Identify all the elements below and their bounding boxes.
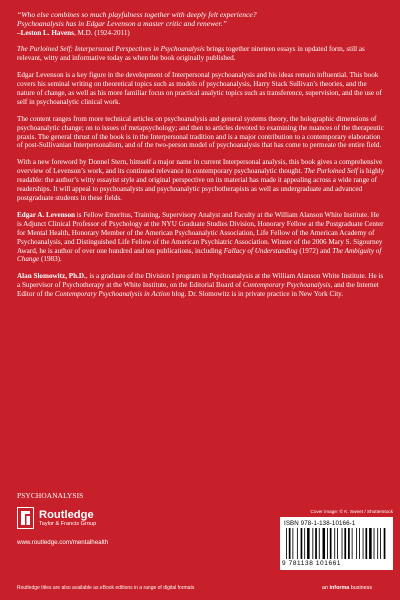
cover-image-credit: Cover image: © K. Sweet / Shutterstock bbox=[310, 509, 393, 514]
barcode-bar bbox=[380, 528, 381, 559]
barcode-bar bbox=[356, 528, 357, 559]
author-bio-levenson bbox=[17, 211, 385, 264]
description-paragraph-3: The content ranges from more technical articles on psychoanalysis and general systems theory, the holographic dimensions of psychoanalytic change; on to issues of metapsychology; and then to articles devoted to examining the nuances of the therapeutic praxis. The general thrust of the book is in the Interpersonal tradition and is a major contribution to a contemporary elaboration of post-Sullivanian Interpersonalism, and of the two-person model of psychoanalysis that has come to permeate the entire field. bbox=[17, 114, 384, 150]
barcode-bar bbox=[312, 528, 313, 559]
description-paragraph-4 bbox=[17, 158, 385, 203]
bio2-text-a: , is a graduate of the Division I program in Psychoanalysis at the William Alanson White Institute. He is a Supervisor of Psychotherapy at the White Institute, on the Editorial Board of bbox=[17, 272, 384, 290]
barcode-bar bbox=[292, 528, 293, 559]
bio2-text-c: blog. Dr. Slomowitz is in private practice in New York City. bbox=[170, 290, 344, 299]
barcode-bar bbox=[365, 528, 367, 559]
informa-business-label bbox=[322, 585, 372, 591]
bio1-text-a: is Fellow Emeritus, Training, Supervisory Analyst and Faculty at the William Alanson White Institute. He is Adjunct Clinical Professor of Psychology at the NYU Graduate Studies Division, Honorary Fellow at the Postgraduate Center for Mental Health, Honorary Member of the American Psychoanalytic Association, Life Fellow of the American Academy of Psychoanalysis, and Distinguished Life Fellow of the American Psychiatric Association. Winner of the 2006 Mary S. Sigourney Award, he is author of over one hundred and ten publications, including bbox=[17, 210, 384, 255]
barcode-bar bbox=[297, 528, 298, 559]
quote-line-1: “Who else combines so much playfulness together with deeply felt experience? bbox=[17, 10, 257, 19]
paragraph-4-text-b: is highly readable: the author’s witty essayist style and original perspective on its material has made it appealing across a wide range of readerships. It will appeal to psychoanalysts and psychoanalytic psychotherapists as well as undergraduate and advanced postgraduate students in these fields. bbox=[17, 167, 385, 202]
ebook-note: Routledge titles are also available as eBook editions in a range of digital formats bbox=[17, 585, 195, 591]
informa-suffix: business bbox=[349, 585, 373, 591]
barcode-bar bbox=[369, 528, 372, 559]
isbn-label: ISBN 978-1-138-10166-1 bbox=[284, 520, 356, 527]
subject-category: PSYCHOANALYSIS bbox=[17, 491, 84, 500]
barcode-bar bbox=[352, 528, 353, 559]
attribution-credentials: , M.D. (1924-2011) bbox=[73, 29, 130, 38]
barcode-bar bbox=[301, 528, 303, 559]
barcode-bar bbox=[377, 528, 378, 559]
bio1-text-c: (1983). bbox=[39, 255, 62, 264]
cover-text-block bbox=[17, 10, 385, 299]
description-paragraph-2: Edgar Levenson is a key figure in the development of Interpersonal psychoanalysis and his ideas remain influential. This book covers his seminal writing on theoretical topics such as models of psychoanalysis, Harry Stack Sullivan’s theories, and the nature of change, as well as his more familiar focus on practical analytic topics such as transference, supervision, and the use of self in psychoanalytic clinical work. bbox=[17, 71, 382, 106]
quote-attribution bbox=[17, 29, 385, 38]
bio2-text-b: , and the Internet Editor of the bbox=[17, 281, 379, 299]
publisher-tagline: Taylor & Francis Group bbox=[39, 520, 97, 527]
barcode-digits: 9 781138 101661 bbox=[282, 560, 342, 567]
bio2-journal: Contemporary Psychoanalysis bbox=[242, 281, 331, 290]
paragraph-4-text-a: With a new foreword by Donnel Stern, himself a major name in current Interpersonal analysis, this book gives a comprehensive overview of Levenson’s work, and its continued relevance in contemporary psychoanalytic thought. bbox=[17, 158, 383, 176]
attribution-name: –Leston L. Havens bbox=[17, 29, 74, 38]
informa-prefix: an bbox=[322, 585, 330, 591]
barcode-bar bbox=[359, 528, 360, 559]
barcode-bar bbox=[286, 528, 287, 559]
informa-brand: informa bbox=[329, 585, 350, 591]
author-name-levenson: Edgar A. Levenson bbox=[17, 210, 75, 219]
publisher-logo bbox=[17, 507, 227, 529]
bio1-book-1: Fallacy of Understanding bbox=[223, 246, 298, 255]
publisher-block bbox=[17, 507, 227, 567]
barcode-bars bbox=[286, 528, 386, 559]
paragraph-4-title: The Purloined Self bbox=[304, 167, 358, 176]
bio1-book-2: The Ambiguity of Change bbox=[17, 246, 382, 264]
barcode-bar bbox=[304, 528, 305, 559]
barcode-bar bbox=[374, 528, 375, 559]
barcode-bar bbox=[384, 528, 386, 559]
endorsement-quote bbox=[17, 10, 385, 28]
barcode-bar bbox=[307, 528, 310, 559]
quote-line-2: Psychoanalysis has in Edgar Levenson a master critic and renewer.” bbox=[17, 19, 227, 29]
barcode-bar bbox=[327, 528, 328, 559]
publisher-logo-text bbox=[39, 509, 96, 528]
author-name-slomowitz: Alan Slomowitz, Ph.D. bbox=[17, 272, 86, 281]
barcode-bar bbox=[319, 528, 320, 559]
barcode-bar bbox=[315, 528, 317, 559]
barcode-bar bbox=[363, 528, 364, 559]
barcode-bar bbox=[337, 528, 338, 559]
barcode-bar bbox=[342, 528, 343, 559]
barcode-bar bbox=[323, 528, 326, 559]
barcode-bar bbox=[330, 528, 332, 559]
barcode-bar bbox=[344, 528, 346, 559]
bio2-blog: Contemporary Psychoanalysis in Action bbox=[54, 290, 170, 299]
barcode-bar bbox=[334, 528, 335, 559]
barcode-bar bbox=[348, 528, 350, 559]
bio1-text-b: (1972) and bbox=[297, 246, 333, 255]
isbn-barcode bbox=[280, 517, 393, 570]
routledge-logo-icon bbox=[17, 507, 34, 529]
author-bio-slomowitz bbox=[17, 272, 385, 299]
intro-paragraph bbox=[17, 45, 385, 63]
intro-text: brings together nineteen essays in updated form, still as relevant, witty and informative today as when the book originally published. bbox=[17, 45, 365, 63]
book-title: The Purloined Self: Interpersonal Perspectives in Psychoanalysis bbox=[17, 45, 205, 54]
publisher-name: Routledge bbox=[39, 508, 94, 521]
publisher-website: www.routledge.com/mentalhealth bbox=[17, 539, 109, 546]
barcode-bar bbox=[289, 528, 291, 559]
